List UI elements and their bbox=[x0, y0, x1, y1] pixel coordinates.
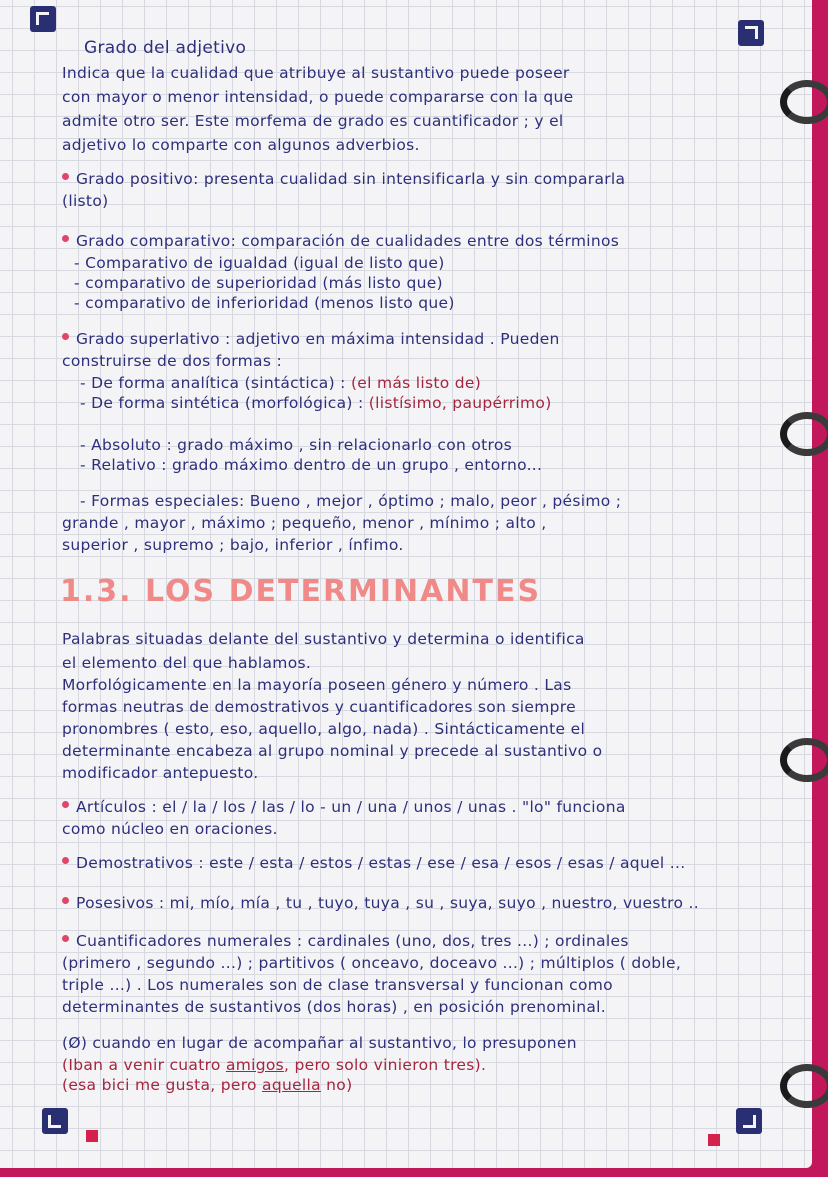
text: (Iban a venir cuatro bbox=[62, 1056, 226, 1074]
text: (esa bici me gusta, pero bbox=[62, 1076, 263, 1094]
section-title: 1.3. LOS DETERMINANTES bbox=[60, 574, 542, 609]
text: , pero solo vinieron tres). bbox=[284, 1056, 487, 1074]
text: Posesivos : mi, mío, mía , tu , tuyo, tuya , su , suya, suyo , nuestro, vuestro .. bbox=[76, 894, 699, 912]
text-line: determinante encabeza al grupo nominal y precede al sustantivo o bbox=[62, 742, 603, 760]
text-line: superior , supremo ; bajo, inferior , ínfimo. bbox=[62, 536, 404, 554]
text-line: - Formas especiales: Bueno , mejor , óptimo ; malo, peor , pésimo ; bbox=[80, 492, 622, 510]
corner-square-icon bbox=[86, 1130, 98, 1142]
text-line: con mayor o menor intensidad, o puede compararse con la que bbox=[62, 88, 574, 106]
text-line: grande , mayor , máximo ; pequeño, menor , mínimo ; alto , bbox=[62, 514, 547, 532]
bullet-icon bbox=[62, 333, 69, 340]
text-line: formas neutras de demostrativos y cuantificadores son siempre bbox=[62, 698, 576, 716]
text-line: - comparativo de inferioridad (menos listo que) bbox=[74, 294, 455, 312]
text: - De forma sintética (morfológica) : bbox=[80, 394, 369, 412]
text-line: determinantes de sustantivos (dos horas) , en posición prenominal. bbox=[62, 998, 606, 1016]
bullet-item bbox=[62, 854, 685, 872]
text: Cuantificadores numerales : cardinales (uno, dos, tres ...) ; ordinales bbox=[76, 932, 629, 950]
text-line: (primero , segundo ...) ; partitivos ( onceavo, doceavo ...) ; múltiplos ( doble, bbox=[62, 954, 682, 972]
text: Grado positivo: presenta cualidad sin intensificarla y sin compararla bbox=[76, 170, 626, 188]
underlined-word: amigos bbox=[225, 1056, 285, 1074]
text-line: el elemento del que hablamos. bbox=[62, 654, 312, 672]
text-line bbox=[80, 394, 552, 412]
text: Demostrativos : este / esta / estos / estas / ese / esa / esos / esas / aquel ... bbox=[76, 854, 686, 872]
bullet-item bbox=[62, 894, 699, 912]
text-line: - comparativo de superioridad (más listo que) bbox=[74, 274, 443, 292]
text: Grado superlativo : adjetivo en máxima intensidad . Pueden bbox=[76, 330, 560, 348]
example-line bbox=[62, 1056, 486, 1074]
binder-ring-icon bbox=[780, 412, 828, 456]
bullet-icon bbox=[62, 857, 69, 864]
binder-ring-icon bbox=[780, 738, 828, 782]
text-line: modificador antepuesto. bbox=[62, 764, 259, 782]
text-line: - Absoluto : grado máximo , sin relacionarlo con otros bbox=[80, 436, 513, 454]
text-line: pronombres ( esto, eso, aquello, algo, nada) . Sintácticamente el bbox=[62, 720, 586, 738]
corner-logo-icon bbox=[30, 6, 56, 32]
bullet-item bbox=[62, 232, 619, 250]
binder-ring-icon bbox=[780, 80, 828, 124]
subheading: Grado del adjetivo bbox=[84, 38, 247, 58]
text-line: triple ...) . Los numerales son de clase transversal y funcionan como bbox=[62, 976, 613, 994]
example: (listísimo, paupérrimo) bbox=[368, 394, 552, 412]
text-line: (Ø) cuando en lugar de acompañar al sustantivo, lo presuponen bbox=[62, 1034, 577, 1052]
text-line: - Relativo : grado máximo dentro de un grupo , entorno... bbox=[80, 456, 543, 474]
text-line bbox=[80, 374, 481, 392]
bullet-icon bbox=[62, 235, 69, 242]
bullet-icon bbox=[62, 173, 69, 180]
text-line: Indica que la cualidad que atribuye al sustantivo puede poseer bbox=[62, 64, 570, 82]
example-line bbox=[62, 1076, 352, 1094]
bullet-item bbox=[62, 932, 629, 950]
example: (el más listo de) bbox=[350, 374, 482, 392]
text: Artículos : el / la / los / las / lo - un / una / unos / unas . "lo" funciona bbox=[76, 798, 626, 816]
corner-logo-icon bbox=[738, 20, 764, 46]
text-line: admite otro ser. Este morfema de grado es cuantificador ; y el bbox=[62, 112, 564, 130]
text-line: adjetivo lo comparte con algunos adverbios. bbox=[62, 136, 420, 154]
text-line: como núcleo en oraciones. bbox=[62, 820, 278, 838]
text: - De forma analítica (sintáctica) : bbox=[80, 374, 351, 392]
bullet-item bbox=[62, 798, 626, 816]
bullet-icon bbox=[62, 801, 69, 808]
bullet-item bbox=[62, 330, 560, 348]
text: Grado comparativo: comparación de cualidades entre dos términos bbox=[76, 232, 620, 250]
corner-logo-icon bbox=[42, 1108, 68, 1134]
bullet-icon bbox=[62, 897, 69, 904]
text-line: construirse de dos formas : bbox=[62, 352, 282, 370]
text-line: Morfológicamente en la mayoría poseen género y número . Las bbox=[62, 676, 572, 694]
text-line: (listo) bbox=[62, 192, 109, 210]
text-line: Palabras situadas delante del sustantivo y determina o identifica bbox=[62, 630, 585, 648]
corner-square-icon bbox=[708, 1134, 720, 1146]
bullet-icon bbox=[62, 935, 69, 942]
corner-logo-icon bbox=[736, 1108, 762, 1134]
underlined-word: aquella bbox=[262, 1076, 321, 1094]
text: no) bbox=[320, 1076, 353, 1094]
binder-ring-icon bbox=[780, 1064, 828, 1108]
text-line: - Comparativo de igualdad (igual de listo que) bbox=[74, 254, 445, 272]
bullet-item bbox=[62, 170, 625, 188]
